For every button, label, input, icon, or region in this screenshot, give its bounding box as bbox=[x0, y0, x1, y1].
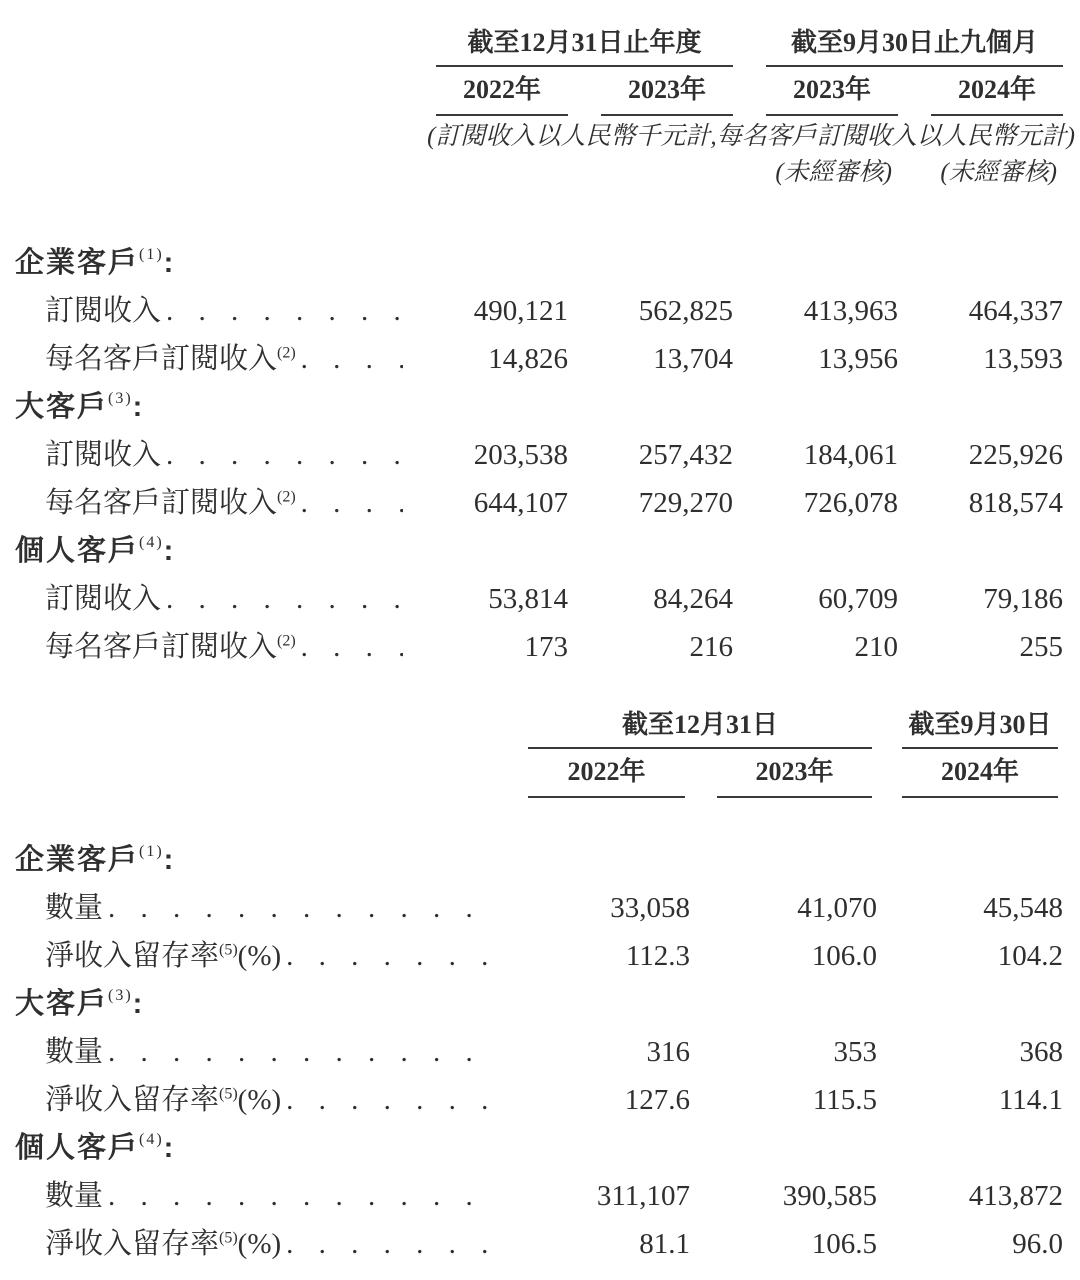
cell-value: 225,926 bbox=[968, 439, 1063, 471]
cell-value: 210 bbox=[854, 631, 898, 663]
cell-value: 216 bbox=[689, 631, 733, 663]
table-row bbox=[15, 575, 1063, 623]
cell-value: 60,709 bbox=[818, 583, 898, 615]
table-row bbox=[15, 1220, 1063, 1268]
dot-leader bbox=[281, 1220, 500, 1268]
row-label: 訂閱收入 bbox=[45, 583, 162, 615]
table-row bbox=[15, 884, 1063, 932]
table-row bbox=[15, 287, 1063, 335]
row-label: 淨收入留存率$^{(5)}$(%) bbox=[45, 1084, 282, 1116]
cell-value: 96.0 bbox=[1012, 1228, 1063, 1260]
cell-value: 464,337 bbox=[968, 295, 1063, 327]
table1-group-header-9m: 截至9月30日止九個月 bbox=[766, 28, 1063, 67]
subscription-revenue-table bbox=[15, 28, 1075, 671]
row-label: 訂閱收入 bbox=[45, 295, 162, 327]
section-title-text: 大客戶$^{(3)}$: bbox=[15, 390, 145, 423]
dot-leader bbox=[103, 1028, 500, 1076]
cell-value: 84,264 bbox=[653, 583, 733, 615]
cell-value: 490,121 bbox=[473, 295, 568, 327]
cell-value: 203,538 bbox=[473, 439, 568, 471]
unaudited-row bbox=[15, 158, 1063, 188]
cell-value: 81.1 bbox=[639, 1228, 690, 1260]
cell-value: 53,814 bbox=[488, 583, 568, 615]
footnote-marker: (2) bbox=[277, 344, 296, 362]
unaudited-row-spacer bbox=[15, 158, 733, 188]
dot-leader bbox=[161, 575, 403, 623]
table-row bbox=[15, 623, 1063, 671]
cell-value: 413,872 bbox=[968, 1180, 1063, 1212]
cell-value: 316 bbox=[646, 1036, 690, 1068]
cell-value: 818,574 bbox=[968, 487, 1063, 519]
unit-note: (訂閱收入以人民幣千元計,每名客戶訂閱收入以人民幣元計) bbox=[427, 123, 1075, 150]
cell-value: 390,585 bbox=[782, 1180, 877, 1212]
section-title-enterprise bbox=[15, 239, 1063, 287]
cell-value: 106.0 bbox=[811, 940, 877, 972]
cell-value: 13,593 bbox=[983, 343, 1063, 375]
footnote-marker: (3) bbox=[108, 390, 133, 408]
table1-group-header-row bbox=[15, 28, 1063, 67]
cell-value: 184,061 bbox=[803, 439, 898, 471]
cell-value: 255 bbox=[1019, 631, 1063, 663]
table2-year-header-row bbox=[15, 757, 1063, 798]
footnote-marker: (2) bbox=[277, 488, 296, 506]
row-label: 每名客戶訂閱收入$^{(2)}$ bbox=[45, 487, 296, 519]
table1-year-2023-9m: 2023年 bbox=[766, 75, 898, 116]
unaudited-label-2024: (未經審核) bbox=[940, 159, 1057, 186]
table2-year-2022: 2022年 bbox=[528, 757, 685, 798]
dot-leader bbox=[161, 287, 403, 335]
cell-value: 311,107 bbox=[596, 1180, 690, 1212]
section-title-text: 企業客戶$^{(1)}$: bbox=[15, 843, 176, 876]
table-row bbox=[15, 1028, 1063, 1076]
table2-group-header-dec31: 截至12月31日 bbox=[528, 710, 872, 749]
footnote-marker: (5) bbox=[219, 1085, 238, 1103]
cell-value: 41,070 bbox=[797, 892, 877, 924]
table-row bbox=[15, 1076, 1063, 1124]
section-title-individual bbox=[15, 1124, 1063, 1172]
footnote-marker: (4) bbox=[139, 534, 164, 552]
table1-group-header-fy: 截至12月31日止年度 bbox=[436, 28, 733, 67]
footnote-marker: (4) bbox=[139, 1131, 164, 1149]
cell-value: 644,107 bbox=[473, 487, 568, 519]
cell-value: 106.5 bbox=[811, 1228, 877, 1260]
cell-value: 13,704 bbox=[653, 343, 733, 375]
cell-value: 33,058 bbox=[610, 892, 690, 924]
row-label: 每名客戶訂閱收入$^{(2)}$ bbox=[45, 631, 296, 663]
cell-value: 104.2 bbox=[997, 940, 1063, 972]
cell-value: 127.6 bbox=[624, 1084, 690, 1116]
cell-value: 726,078 bbox=[803, 487, 898, 519]
cell-value: 562,825 bbox=[638, 295, 733, 327]
row-label: 數量 bbox=[45, 1036, 104, 1068]
table1-year-2023: 2023年 bbox=[601, 75, 733, 116]
section-title-text: 個人客戶$^{(4)}$: bbox=[15, 534, 176, 567]
table-row bbox=[15, 479, 1063, 527]
dot-leader bbox=[296, 335, 403, 383]
cell-value: 114.1 bbox=[998, 1084, 1063, 1116]
footnote-marker: (1) bbox=[139, 843, 164, 861]
footnote-marker: (1) bbox=[139, 246, 164, 264]
footnote-marker: (5) bbox=[219, 1229, 238, 1247]
cell-value: 353 bbox=[833, 1036, 877, 1068]
section-title-key-accounts bbox=[15, 383, 1063, 431]
table-row bbox=[15, 431, 1063, 479]
section-title-text: 大客戶$^{(3)}$: bbox=[15, 987, 145, 1020]
table1-body bbox=[15, 239, 1063, 671]
cell-value: 729,270 bbox=[638, 487, 733, 519]
cell-value: 173 bbox=[524, 631, 568, 663]
dot-leader bbox=[161, 431, 403, 479]
row-label: 淨收入留存率$^{(5)}$(%) bbox=[45, 940, 282, 972]
row-label: 數量 bbox=[45, 892, 104, 924]
table-row bbox=[15, 932, 1063, 980]
table2-body bbox=[15, 836, 1063, 1268]
row-label: 數量 bbox=[45, 1180, 104, 1212]
cell-value: 368 bbox=[1019, 1036, 1063, 1068]
cell-value: 14,826 bbox=[488, 343, 568, 375]
footnote-marker: (3) bbox=[108, 987, 133, 1005]
cell-value: 413,963 bbox=[803, 295, 898, 327]
dot-leader bbox=[281, 932, 500, 980]
table-row bbox=[15, 1172, 1063, 1220]
table2-year-2023: 2023年 bbox=[717, 757, 872, 798]
table2-group-header-sep30: 截至9月30日 bbox=[902, 710, 1058, 749]
section-title-individual bbox=[15, 527, 1063, 575]
unaudited-label-2023: (未經審核) bbox=[775, 159, 892, 186]
dot-leader bbox=[103, 884, 500, 932]
row-label: 每名客戶訂閱收入$^{(2)}$ bbox=[45, 343, 296, 375]
dot-leader bbox=[103, 1172, 500, 1220]
dot-leader bbox=[281, 1076, 500, 1124]
section-title-key-accounts bbox=[15, 980, 1063, 1028]
footnote-marker: (2) bbox=[277, 632, 296, 650]
footnote-marker: (5) bbox=[219, 941, 238, 959]
row-label: 淨收入留存率$^{(5)}$(%) bbox=[45, 1228, 282, 1260]
cell-value: 115.5 bbox=[812, 1084, 877, 1116]
cell-value: 45,548 bbox=[983, 892, 1063, 924]
dot-leader bbox=[296, 479, 403, 527]
table2-year-2024: 2024年 bbox=[902, 757, 1058, 798]
customer-count-retention-table bbox=[15, 710, 1063, 1268]
cell-value: 13,956 bbox=[818, 343, 898, 375]
cell-value: 257,432 bbox=[638, 439, 733, 471]
table2-group-header-row bbox=[15, 710, 1063, 749]
table-row bbox=[15, 335, 1063, 383]
section-title-text: 個人客戶$^{(4)}$: bbox=[15, 1131, 176, 1164]
dot-leader bbox=[296, 623, 403, 671]
section-title-enterprise bbox=[15, 836, 1063, 884]
cell-value: 112.3 bbox=[625, 940, 690, 972]
section-title-text: 企業客戶$^{(1)}$: bbox=[15, 246, 176, 279]
row-label: 訂閱收入 bbox=[45, 439, 162, 471]
table1-year-header-row bbox=[15, 75, 1063, 116]
table1-year-2022: 2022年 bbox=[436, 75, 568, 116]
table1-year-2024-9m: 2024年 bbox=[931, 75, 1063, 116]
cell-value: 79,186 bbox=[983, 583, 1063, 615]
